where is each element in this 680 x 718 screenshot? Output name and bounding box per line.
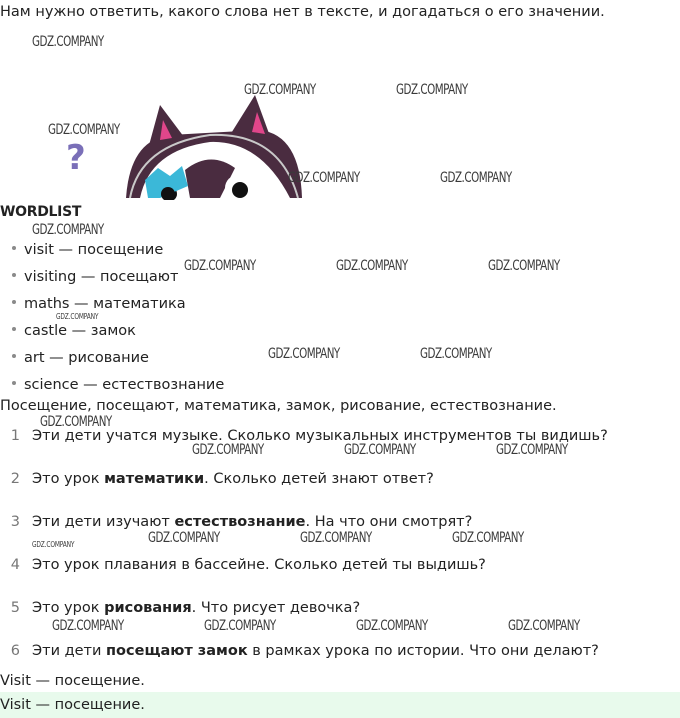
watermark: GDZ.COMPANY	[32, 34, 104, 50]
list-item: visit — посещение	[12, 238, 224, 265]
watermark: GDZ.COMPANY	[508, 618, 580, 634]
watermark: GDZ.COMPANY	[40, 414, 112, 430]
watermark: GDZ.COMPANY	[344, 442, 416, 458]
bullet-icon	[12, 381, 16, 385]
bullet-icon	[12, 246, 16, 250]
watermark: GDZ.COMPANY	[288, 170, 360, 186]
watermark: GDZ.COMPANY	[336, 258, 408, 274]
cat-illustration	[60, 90, 310, 200]
wordlist-title: WORDLIST	[0, 204, 82, 220]
list-item: visiting — посещают	[12, 265, 224, 292]
list-item: maths — математика	[12, 292, 224, 319]
bullet-icon	[12, 300, 16, 304]
bullet-icon	[12, 273, 16, 277]
summary-text: Посещение, посещают, математика, замок, рисование, естествознание.	[0, 398, 557, 414]
watermark: GDZ.COMPANY	[268, 346, 340, 362]
question-6: 6 Эти дети посещают замок в рамках урока по истории. Что они делают?	[10, 643, 599, 659]
question-3: 3 Эти дети изучают естествознание. На что они смотрят?	[10, 514, 473, 530]
watermark: GDZ.COMPANY	[204, 618, 276, 634]
watermark: GDZ.COMPANY	[184, 258, 256, 274]
watermark: GDZ.COMPANY	[244, 82, 316, 98]
watermark: GDZ.COMPANY	[356, 618, 428, 634]
watermark: GDZ.COMPANY	[32, 540, 75, 549]
watermark: GDZ.COMPANY	[300, 530, 372, 546]
watermark: GDZ.COMPANY	[496, 442, 568, 458]
watermark: GDZ.COMPANY	[440, 170, 512, 186]
watermark: GDZ.COMPANY	[488, 258, 560, 274]
question-2: 2 Это урок математики. Сколько детей знают ответ?	[10, 471, 434, 487]
watermark: GDZ.COMPANY	[452, 530, 524, 546]
list-item: castle — замок	[12, 319, 224, 346]
watermark: GDZ.COMPANY	[52, 618, 124, 634]
watermark: GDZ.COMPANY	[396, 82, 468, 98]
list-item: art — рисование	[12, 346, 224, 373]
question-1: 1 Эти дети учатся музыке. Сколько музыкальных инструментов ты видишь?	[10, 428, 608, 444]
bullet-icon	[12, 354, 16, 358]
intro-text: Нам нужно ответить, какого слова нет в тексте, и догадаться о его значении.	[0, 4, 605, 20]
question-5: 5 Это урок рисования. Что рисует девочка?	[10, 600, 361, 616]
watermark: GDZ.COMPANY	[56, 312, 99, 321]
watermark: GDZ.COMPANY	[420, 346, 492, 362]
watermark: GDZ.COMPANY	[32, 222, 104, 238]
question-mark-icon: ?	[66, 138, 86, 178]
question-4: 4 Это урок плавания в бассейне. Сколько детей ты выдишь?	[10, 557, 486, 573]
answer-text-highlighted: Visit — посещение.	[0, 697, 145, 713]
watermark: GDZ.COMPANY	[148, 530, 220, 546]
watermark: GDZ.COMPANY	[192, 442, 264, 458]
bullet-icon	[12, 327, 16, 331]
watermark: GDZ.COMPANY	[48, 122, 120, 138]
list-item: science — естествознание	[12, 373, 224, 400]
answer-text: Visit — посещение.	[0, 673, 145, 689]
